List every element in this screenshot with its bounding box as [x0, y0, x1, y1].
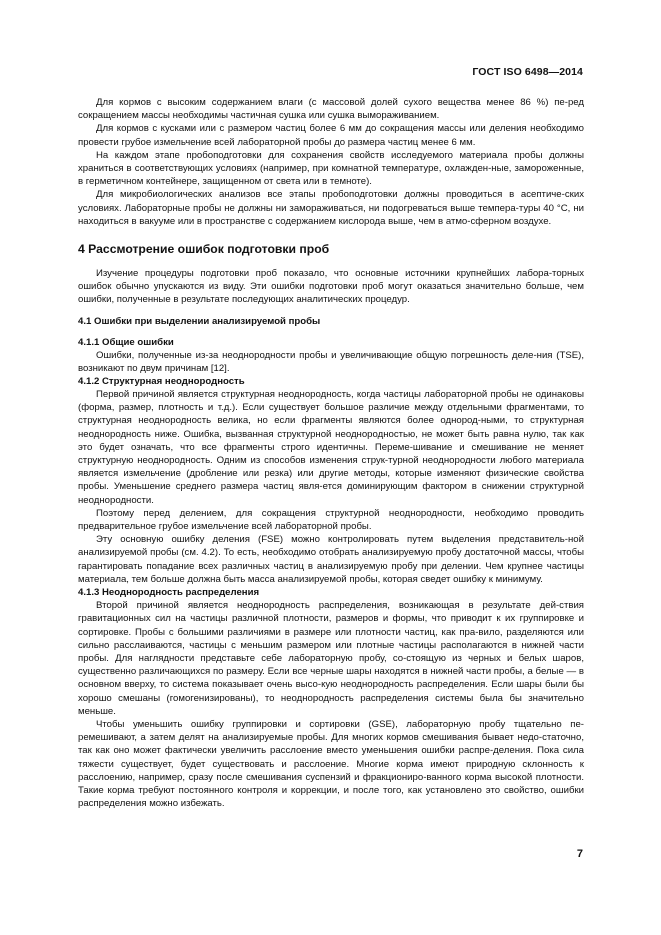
paragraph: Для микробиологических анализов все этапы пробоподготовки должны проводиться в асептиче-ских условиях. Лабораторные пробы не должны ни замораживаться, ни подогреваться выше темпера-туры 40 °С, ни находиться в вакууме или в пространстве с содержанием кислорода выше, чем в атмо-сферном воздухе.	[78, 189, 584, 227]
paragraph: Изучение процедуры подготовки проб показало, что основные источники крупнейших лабора-торных ошибок обычно упускаются из виду. Эти ошибки подготовки проб могут оказаться значительно больше, чем ошибки, полученные в результате последующих аналитических процедур.	[78, 268, 584, 306]
paragraph: Для кормов с кусками или с размером частиц более 6 мм до сокращения массы или деления необходимо провести грубое измельчение всей лабораторной пробы до размера частиц менее 6 мм.	[78, 123, 584, 148]
document-body	[78, 96, 584, 810]
section-4-1-heading: 4.1 Ошибки при выделении анализируемой пробы	[78, 315, 321, 327]
paragraph: На каждом этапе пробоподготовки для сохранения свойств исследуемого материала пробы должны храниться в соответствующих условиях (например, при комнатной температуре, охлажден-ные, замороженные, в герметичном контейнере, защищенном от света или в темноте).	[78, 149, 584, 188]
paragraph: Ошибки, полученные из-за неоднородности пробы и увеличивающие общую погрешность деле-ния (TSE), возникают по двум причинам [12].	[78, 349, 584, 374]
section-4-1-2-heading: 4.1.2 Структурная неоднородность	[78, 376, 245, 388]
paragraph: Эту основную ошибку деления (FSE) можно контролировать путем выделения представитель-ной анализируемой пробы (см. 4.2). То есть, необходимо отобрать анализируемую пробу достаточной массы, чтобы гарантировать попадание всех различных частиц в анализируемую пробу при делении. Чем крупнее частицы материала, тем больше должна быть масса анализируемой пробы, которая сведет ошибку к минимуму.	[78, 534, 584, 585]
paragraph: Второй причиной является неоднородность распределения, возникающая в результате дей-ствия гравитационных сил на частицы различной плотности, размеров и формы, что приводит к их группировке и сортировке. Пробы с большими различиями в размере или плотности частиц, как пра-вило, разделяются или сильно расслаиваются, частицы с меньшим размером или плотные частицы располагаются в нижней части пробы. Для наглядности представьте себе лабораторную пробу, со-стоящую из черных и белых шаров, существенно различающихся по размеру. Если все черные шары находятся в нижней части пробы, а белые — в основном вверху, то система показывает очень высо-кую неоднородность распределения. Если шары были бы хорошо смешаны (гомогенизированы), то неоднородность распределения системы была бы значительно меньше.	[78, 600, 584, 717]
paragraph: Чтобы уменьшить ошибку группировки и сортировки (GSE), лабораторную пробу тщательно пе-ремешивают, а затем делят на анализируемые пробы. Для многих кормов смешивания бывает недо-статочно, так как оно может фактически увеличить расслоение вместо уменьшения ошибки распре-деления. Пока сила тяжести существует, будет существовать и расслоение. Многие корма имеют природную склонность к расслоению, например, сразу после смешивания суспензий и фракциониро-ванного корма высокой плотности. Такие корма требуют постоянного контроля и коррекции, и после того, как установлено это свойство, ошибки распределения можно избежать.	[78, 718, 584, 810]
paragraph: Поэтому перед делением, для сокращения структурной неоднородности, необходимо проводить предварительное грубое измельчение всей лабораторной пробы.	[78, 507, 584, 533]
section-4-1-3-heading: 4.1.3 Неоднородность распределения	[78, 587, 260, 599]
section-4-heading: 4 Рассмотрение ошибок подготовки проб	[78, 242, 330, 257]
document-header: ГОСТ ISO 6498—2014	[472, 66, 583, 78]
paragraph: Для кормов с высоким содержанием влаги (с массовой долей сухого вещества менее 86 %) пе-ред сокращением массы необходимы частичная сушка или сушка вымораживанием.	[78, 97, 584, 122]
section-4-1-1-heading: 4.1.1 Общие ошибки	[78, 336, 174, 348]
paragraph: Первой причиной является структурная неоднородность, когда частицы лабораторной пробы не одинаковы (форма, размер, плотность и т.д.). Если существует большое различие между отдельными фрагментами, то структурная неоднородность велика, но если фрагменты являются более однород-ными, то структурная неоднородность ниже. Ошибка, вызванная структурной неоднородностью, не может быть равна нулю, так как это будет означать, что все фрагменты строго идентичны. Переме-шивание и смешивание не меняет структурную неоднородность. Одним из способов изменения струк-турной неоднородности любого материала является измельчение (дробление или резка) или другие методы, которые изменяют физические свойства пробы. Уменьшение среднего размера частиц явля-ется доминирующим фактором в снижении структурной неоднородности.	[78, 389, 584, 506]
page-number: 7	[576, 848, 583, 860]
